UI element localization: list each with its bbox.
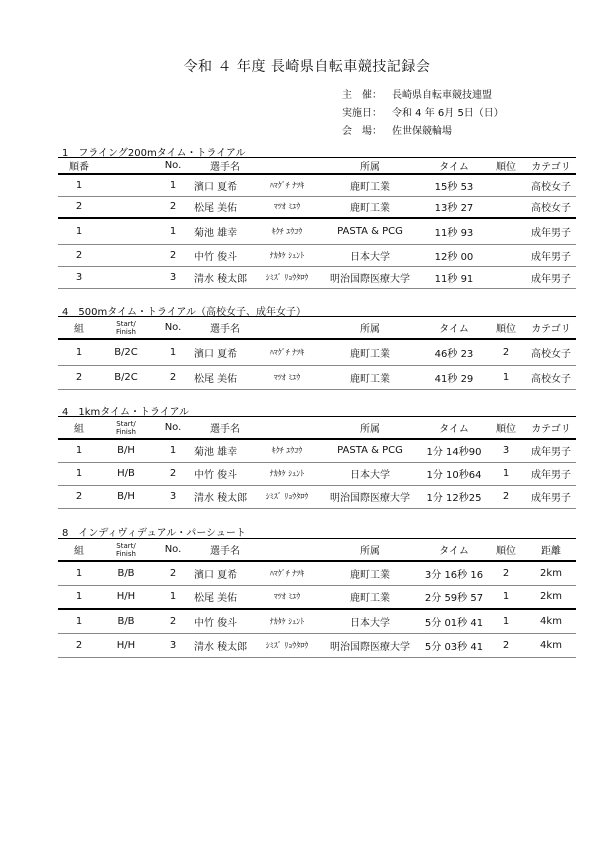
table-row: [58, 174, 576, 196]
team-cell: 鹿町工業: [318, 365, 422, 389]
order-header: 組: [58, 317, 100, 339]
team-cell: 鹿町工業: [318, 585, 422, 609]
order-cell: 1: [58, 585, 100, 609]
category-cell: 高校女子: [526, 174, 576, 196]
name-cell: 清水 稜太郎: [194, 266, 256, 288]
header-row: [58, 317, 576, 339]
kana-cell: ﾊﾏｸﾞﾁ ﾅﾂｷ: [256, 174, 318, 196]
team-cell: 明治国際医療大学: [318, 633, 422, 657]
rank-cell: [486, 218, 526, 244]
kana-header: [256, 417, 318, 439]
number-cell: 2: [152, 244, 194, 266]
start-finish-cell: H/B: [100, 462, 152, 485]
time-cell: 41秒 29: [422, 365, 486, 389]
number-cell: 3: [152, 633, 194, 657]
results-table: [58, 317, 576, 390]
table-row: [58, 266, 576, 288]
rank-cell: 1: [486, 585, 526, 609]
kana-cell: ｷｸﾁ ﾕｳｺｳ: [256, 439, 318, 462]
kana-header: [256, 158, 318, 174]
rank-cell: 2: [486, 561, 526, 585]
rank-header: 順位: [486, 317, 526, 339]
kana-cell: ﾅｶﾀｹ ｼｭﾝﾄ: [256, 609, 318, 633]
team-header: 所属: [318, 317, 422, 339]
team-cell: 日本大学: [318, 244, 422, 266]
start-finish-cell: B/B: [100, 609, 152, 633]
name-cell: 濱口 夏希: [194, 561, 256, 585]
meta-date: [342, 104, 504, 119]
start-finish-cell: [100, 196, 152, 218]
header-row: [58, 539, 576, 561]
start-finish-cell: B/H: [100, 439, 152, 462]
category-cell: 4km: [526, 609, 576, 633]
time-header: タイム: [422, 317, 486, 339]
rank-header: 順位: [486, 158, 526, 174]
rank-header: 順位: [486, 539, 526, 561]
order-cell: 2: [58, 365, 100, 389]
order-cell: 1: [58, 174, 100, 196]
name-header: 選手名: [194, 417, 256, 439]
rank-cell: 1: [486, 609, 526, 633]
order-cell: 1: [58, 218, 100, 244]
kana-cell: ｼﾐｽﾞ ﾘｮｳﾀﾛｳ: [256, 633, 318, 657]
meta-value: 長崎県自転車競技連盟: [392, 90, 492, 101]
rank-cell: [486, 266, 526, 288]
kana-cell: ﾏﾂｵ ﾐﾕｳ: [256, 365, 318, 389]
time-cell: 15秒 53: [422, 174, 486, 196]
team-cell: 鹿町工業: [318, 561, 422, 585]
meta-label: 会 場：: [342, 126, 382, 137]
number-cell: 1: [152, 218, 194, 244]
meta-value: 佐世保競輪場: [392, 126, 452, 137]
start-finish-header: Start/ Finish: [100, 317, 152, 339]
rank-cell: [486, 196, 526, 218]
rank-cell: 1: [486, 365, 526, 389]
category-cell: 高校女子: [526, 365, 576, 389]
order-cell: 1: [58, 462, 100, 485]
order-header: 組: [58, 539, 100, 561]
rank-cell: 2: [486, 339, 526, 365]
time-cell: 11秒 93: [422, 218, 486, 244]
time-header: タイム: [422, 417, 486, 439]
time-cell: 1分 12秒25: [422, 485, 486, 508]
team-cell: PASTA & PCG: [318, 218, 422, 244]
section-title: 4 500mタイム・トライアル（高校女子、成年女子）: [62, 307, 306, 318]
order-cell: 2: [58, 485, 100, 508]
order-cell: 2: [58, 244, 100, 266]
name-cell: 松尾 美佑: [194, 365, 256, 389]
meta-label: 主 催：: [342, 90, 382, 101]
team-cell: 明治国際医療大学: [318, 485, 422, 508]
category-header: カテゴリ: [526, 317, 576, 339]
time-cell: 13秒 27: [422, 196, 486, 218]
number-cell: 3: [152, 485, 194, 508]
time-cell: 2分 59秒 57: [422, 585, 486, 609]
number-header: No.: [152, 539, 194, 561]
kana-cell: ﾏﾂｵ ﾐﾕｳ: [256, 196, 318, 218]
number-cell: 2: [152, 196, 194, 218]
meta-value: 令和 4 年 6月 5日（日）: [392, 108, 504, 119]
time-cell: 3分 16秒 16: [422, 561, 486, 585]
table-row: [58, 633, 576, 657]
table-row: [58, 218, 576, 244]
start-finish-header: Start/ Finish: [100, 417, 152, 439]
time-header: タイム: [422, 158, 486, 174]
category-cell: 2km: [526, 561, 576, 585]
name-cell: 中竹 俊斗: [194, 462, 256, 485]
kana-header: [256, 317, 318, 339]
time-cell: 1分 10秒64: [422, 462, 486, 485]
section-title: 8 インディヴィデュアル・パーシュート: [62, 528, 246, 539]
time-cell: 46秒 23: [422, 339, 486, 365]
number-cell: 2: [152, 561, 194, 585]
meta-venue: [342, 122, 452, 137]
category-header: 距離: [526, 539, 576, 561]
rank-cell: [486, 244, 526, 266]
number-cell: 2: [152, 462, 194, 485]
category-cell: 高校女子: [526, 196, 576, 218]
table-row: [58, 196, 576, 218]
start-finish-cell: H/H: [100, 633, 152, 657]
order-header: 組: [58, 417, 100, 439]
order-cell: 1: [58, 609, 100, 633]
name-cell: 濱口 夏希: [194, 339, 256, 365]
name-header: 選手名: [194, 317, 256, 339]
number-header: No.: [152, 417, 194, 439]
time-cell: 12秒 00: [422, 244, 486, 266]
name-cell: 中竹 俊斗: [194, 609, 256, 633]
team-cell: 明治国際医療大学: [318, 266, 422, 288]
start-finish-header: Start/ Finish: [100, 539, 152, 561]
name-cell: 松尾 美佑: [194, 196, 256, 218]
category-cell: 4km: [526, 633, 576, 657]
start-finish-cell: B/2C: [100, 339, 152, 365]
category-cell: 成年男子: [526, 244, 576, 266]
number-cell: 2: [152, 609, 194, 633]
time-cell: 1分 14秒90: [422, 439, 486, 462]
order-cell: 1: [58, 339, 100, 365]
name-cell: 菊池 雄幸: [194, 218, 256, 244]
time-cell: 5分 01秒 41: [422, 609, 486, 633]
kana-cell: ﾏﾂｵ ﾐﾕｳ: [256, 585, 318, 609]
number-cell: 1: [152, 174, 194, 196]
table-row: [58, 462, 576, 485]
category-cell: 成年男子: [526, 266, 576, 288]
kana-cell: ﾊﾏｸﾞﾁ ﾅﾂｷ: [256, 561, 318, 585]
rank-header: 順位: [486, 417, 526, 439]
time-header: タイム: [422, 539, 486, 561]
name-cell: 菊池 雄幸: [194, 439, 256, 462]
start-finish-cell: [100, 218, 152, 244]
start-finish-cell: B/2C: [100, 365, 152, 389]
header-row: [58, 417, 576, 439]
name-cell: 清水 稜太郎: [194, 633, 256, 657]
kana-cell: ﾅｶﾀｹ ｼｭﾝﾄ: [256, 244, 318, 266]
start-finish-cell: [100, 266, 152, 288]
team-header: 所属: [318, 539, 422, 561]
category-cell: 成年男子: [526, 462, 576, 485]
number-cell: 3: [152, 266, 194, 288]
start-finish-cell: [100, 174, 152, 196]
team-cell: 日本大学: [318, 609, 422, 633]
kana-cell: ｼﾐｽﾞ ﾘｮｳﾀﾛｳ: [256, 266, 318, 288]
section-title: 4 1kmタイム・トライアル: [62, 407, 190, 418]
start-finish-cell: [100, 244, 152, 266]
start-finish-cell: B/H: [100, 485, 152, 508]
rank-cell: 2: [486, 485, 526, 508]
table-row: [58, 339, 576, 365]
results-table: [58, 417, 576, 509]
section-title: 1 フライング200mタイム・トライアル: [62, 148, 246, 159]
order-cell: 1: [58, 439, 100, 462]
rank-cell: 2: [486, 633, 526, 657]
meta-label: 実施日：: [342, 108, 382, 119]
rank-cell: 3: [486, 439, 526, 462]
kana-cell: ｼﾐｽﾞ ﾘｮｳﾀﾛｳ: [256, 485, 318, 508]
number-cell: 1: [152, 339, 194, 365]
order-cell: 3: [58, 266, 100, 288]
table-row: [58, 561, 576, 585]
team-cell: PASTA & PCG: [318, 439, 422, 462]
number-cell: 2: [152, 365, 194, 389]
name-header: 選手名: [194, 158, 256, 174]
name-cell: 清水 稜太郎: [194, 485, 256, 508]
category-cell: 成年男子: [526, 439, 576, 462]
name-cell: 松尾 美佑: [194, 585, 256, 609]
number-header: No.: [152, 317, 194, 339]
team-cell: 鹿町工業: [318, 196, 422, 218]
order-header: 順番: [58, 158, 100, 174]
document-title: 令和 ４ 年度 長崎県自転車競技記録会: [183, 59, 431, 75]
number-cell: 1: [152, 439, 194, 462]
team-header: 所属: [318, 158, 422, 174]
team-cell: 鹿町工業: [318, 339, 422, 365]
number-header: No.: [152, 158, 194, 174]
team-cell: 日本大学: [318, 462, 422, 485]
category-cell: 2km: [526, 585, 576, 609]
category-cell: 高校女子: [526, 339, 576, 365]
table-row: [58, 365, 576, 389]
time-cell: 11秒 91: [422, 266, 486, 288]
kana-header: [256, 539, 318, 561]
start-finish-cell: H/H: [100, 585, 152, 609]
rank-cell: 1: [486, 462, 526, 485]
time-cell: 5分 03秒 41: [422, 633, 486, 657]
category-cell: 成年男子: [526, 218, 576, 244]
order-cell: 2: [58, 196, 100, 218]
category-header: カテゴリ: [526, 417, 576, 439]
number-cell: 1: [152, 585, 194, 609]
category-cell: 成年男子: [526, 485, 576, 508]
header-row: [58, 158, 576, 174]
start-finish-cell: B/B: [100, 561, 152, 585]
order-cell: 2: [58, 633, 100, 657]
kana-cell: ﾅｶﾀｹ ｼｭﾝﾄ: [256, 462, 318, 485]
rank-cell: [486, 174, 526, 196]
meta-organizer: [342, 86, 492, 101]
name-header: 選手名: [194, 539, 256, 561]
category-header: カテゴリ: [526, 158, 576, 174]
order-cell: 1: [58, 561, 100, 585]
table-row: [58, 585, 576, 609]
table-row: [58, 485, 576, 508]
table-row: [58, 439, 576, 462]
kana-cell: ｷｸﾁ ﾕｳｺｳ: [256, 218, 318, 244]
table-row: [58, 609, 576, 633]
start-finish-header: [100, 158, 152, 174]
team-header: 所属: [318, 417, 422, 439]
team-cell: 鹿町工業: [318, 174, 422, 196]
name-cell: 濱口 夏希: [194, 174, 256, 196]
table-row: [58, 244, 576, 266]
results-table: [58, 539, 576, 658]
kana-cell: ﾊﾏｸﾞﾁ ﾅﾂｷ: [256, 339, 318, 365]
results-table: [58, 158, 576, 289]
name-cell: 中竹 俊斗: [194, 244, 256, 266]
